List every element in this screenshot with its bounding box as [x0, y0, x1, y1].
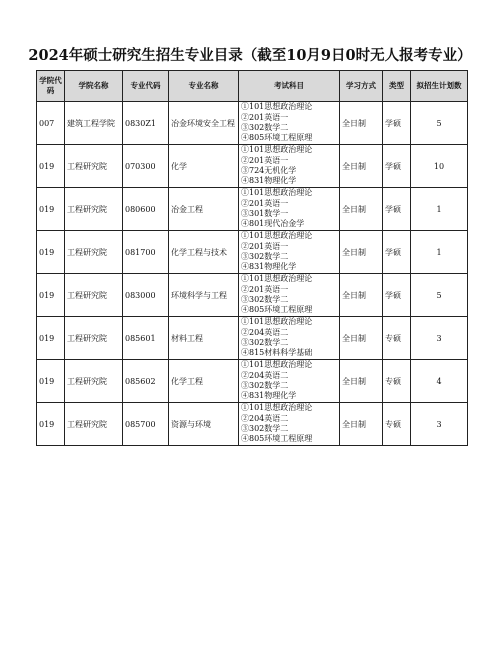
exam-subject-line: ②201英语一	[241, 284, 289, 294]
degree-type-cell: 学硕	[383, 102, 411, 145]
major-code-cell: 0830Z1	[123, 102, 169, 145]
quota-cell: 4	[411, 360, 468, 403]
study-mode-cell: 全日制	[340, 360, 383, 403]
exam-subject-line: ③302数学二	[241, 123, 289, 132]
college-code-cell: 019	[37, 360, 65, 403]
exam-subject-line: ③302数学二	[241, 295, 289, 304]
major-code-cell: 083000	[123, 274, 169, 317]
college-name-cell: 工程研究院	[65, 360, 123, 403]
exam-subject-line: ②201英语一	[241, 241, 289, 251]
exam-subject-line: ②204英语二	[241, 370, 289, 380]
exam-subject-line: ④805环境工程原理	[241, 305, 313, 315]
exam-subjects-cell	[239, 188, 340, 231]
exam-subjects-cell	[239, 317, 340, 360]
exam-subject-line: ②201英语一	[241, 112, 289, 122]
college-name-cell: 工程研究院	[65, 231, 123, 274]
page-title: 2024年硕士研究生招生专业目录（截至10月9日0时无人报考专业）	[28, 47, 472, 64]
college-name-cell: 工程研究院	[65, 274, 123, 317]
exam-subject-line: ③724无机化学	[241, 166, 297, 175]
major-name-cell: 冶金环境安全工程	[169, 102, 239, 145]
exam-subject-line: ①101思想政治理论	[241, 145, 313, 155]
college-name-cell: 工程研究院	[65, 188, 123, 231]
quota-cell: 1	[411, 188, 468, 231]
quota-cell: 10	[411, 145, 468, 188]
exam-subjects-cell	[239, 102, 340, 145]
college-name-cell: 工程研究院	[65, 403, 123, 446]
degree-type-cell: 专硕	[383, 360, 411, 403]
study-mode-cell: 全日制	[340, 102, 383, 145]
degree-type-cell: 学硕	[383, 274, 411, 317]
program-catalog-table	[36, 70, 468, 446]
study-mode-cell: 全日制	[340, 274, 383, 317]
college-code-cell: 019	[37, 317, 65, 360]
study-mode-cell: 全日制	[340, 403, 383, 446]
college-code-cell: 007	[37, 102, 65, 145]
header-major-name: 专业名称	[169, 71, 239, 102]
college-name-cell: 工程研究院	[65, 145, 123, 188]
major-name-cell: 化学工程	[169, 360, 239, 403]
exam-subject-line: ④801现代冶金学	[241, 219, 305, 229]
header-college-code: 学院代码	[37, 71, 65, 102]
exam-subject-line: ③302数学二	[241, 252, 289, 261]
exam-subject-line: ④805环境工程原理	[241, 434, 313, 444]
table-row	[37, 145, 468, 188]
degree-type-cell: 学硕	[383, 145, 411, 188]
exam-subject-line: ①101思想政治理论	[241, 188, 313, 198]
exam-subject-line: ②204英语二	[241, 327, 289, 337]
header-exam-subjects: 考试科目	[239, 71, 340, 102]
degree-type-cell: 学硕	[383, 231, 411, 274]
college-code-cell: 019	[37, 403, 65, 446]
table-row	[37, 231, 468, 274]
exam-subject-line: ③301数学一	[241, 209, 289, 218]
major-code-cell: 085601	[123, 317, 169, 360]
exam-subject-line: ④805环境工程原理	[241, 133, 313, 143]
exam-subjects-cell	[239, 145, 340, 188]
college-name-cell: 建筑工程学院	[65, 102, 123, 145]
major-name-cell: 冶金工程	[169, 188, 239, 231]
exam-subject-line: ④831物理化学	[241, 391, 297, 401]
header-enrollment-quota: 拟招生计划数	[411, 71, 468, 102]
exam-subject-line: ②204英语二	[241, 413, 289, 423]
study-mode-cell: 全日制	[340, 145, 383, 188]
table-row	[37, 188, 468, 231]
exam-subjects-cell	[239, 403, 340, 446]
exam-subject-line: ①101思想政治理论	[241, 317, 313, 327]
quota-cell: 5	[411, 274, 468, 317]
exam-subject-line: ③302数学二	[241, 381, 289, 390]
table-header-row	[37, 71, 468, 102]
header-study-mode: 学习方式	[340, 71, 383, 102]
college-name-cell: 工程研究院	[65, 317, 123, 360]
college-code-cell: 019	[37, 188, 65, 231]
major-code-cell: 080600	[123, 188, 169, 231]
major-code-cell: 085700	[123, 403, 169, 446]
quota-cell: 3	[411, 403, 468, 446]
degree-type-cell: 学硕	[383, 188, 411, 231]
exam-subject-line: ①101思想政治理论	[241, 274, 313, 284]
table-row	[37, 274, 468, 317]
major-name-cell: 化学工程与技术	[169, 231, 239, 274]
major-name-cell: 化学	[169, 145, 239, 188]
study-mode-cell: 全日制	[340, 188, 383, 231]
exam-subject-line: ③302数学二	[241, 338, 289, 347]
table-row	[37, 360, 468, 403]
college-code-cell: 019	[37, 274, 65, 317]
exam-subject-line: ①101思想政治理论	[241, 403, 313, 413]
degree-type-cell: 专硕	[383, 317, 411, 360]
exam-subject-line: ①101思想政治理论	[241, 231, 313, 241]
exam-subject-line: ④831物理化学	[241, 176, 297, 186]
table-row	[37, 403, 468, 446]
header-degree-type: 类型	[383, 71, 411, 102]
study-mode-cell: 全日制	[340, 231, 383, 274]
major-code-cell: 070300	[123, 145, 169, 188]
exam-subject-line: ①101思想政治理论	[241, 360, 313, 370]
quota-cell: 5	[411, 102, 468, 145]
table-body	[37, 102, 468, 446]
degree-type-cell: 专硕	[383, 403, 411, 446]
header-college-name: 学院名称	[65, 71, 123, 102]
exam-subjects-cell	[239, 231, 340, 274]
exam-subject-line: ④815材料科学基础	[241, 348, 313, 358]
major-name-cell: 材料工程	[169, 317, 239, 360]
college-code-cell: 019	[37, 145, 65, 188]
exam-subject-line: ②201英语一	[241, 155, 289, 165]
header-major-code: 专业代码	[123, 71, 169, 102]
exam-subject-line: ①101思想政治理论	[241, 102, 313, 112]
major-code-cell: 085602	[123, 360, 169, 403]
exam-subject-line: ②201英语一	[241, 198, 289, 208]
major-name-cell: 环境科学与工程	[169, 274, 239, 317]
exam-subject-line: ④831物理化学	[241, 262, 297, 272]
table-row	[37, 317, 468, 360]
quota-cell: 1	[411, 231, 468, 274]
exam-subject-line: ③302数学二	[241, 424, 289, 433]
major-name-cell: 资源与环境	[169, 403, 239, 446]
major-code-cell: 081700	[123, 231, 169, 274]
study-mode-cell: 全日制	[340, 317, 383, 360]
exam-subjects-cell	[239, 274, 340, 317]
college-code-cell: 019	[37, 231, 65, 274]
quota-cell: 3	[411, 317, 468, 360]
table-row	[37, 102, 468, 145]
exam-subjects-cell	[239, 360, 340, 403]
